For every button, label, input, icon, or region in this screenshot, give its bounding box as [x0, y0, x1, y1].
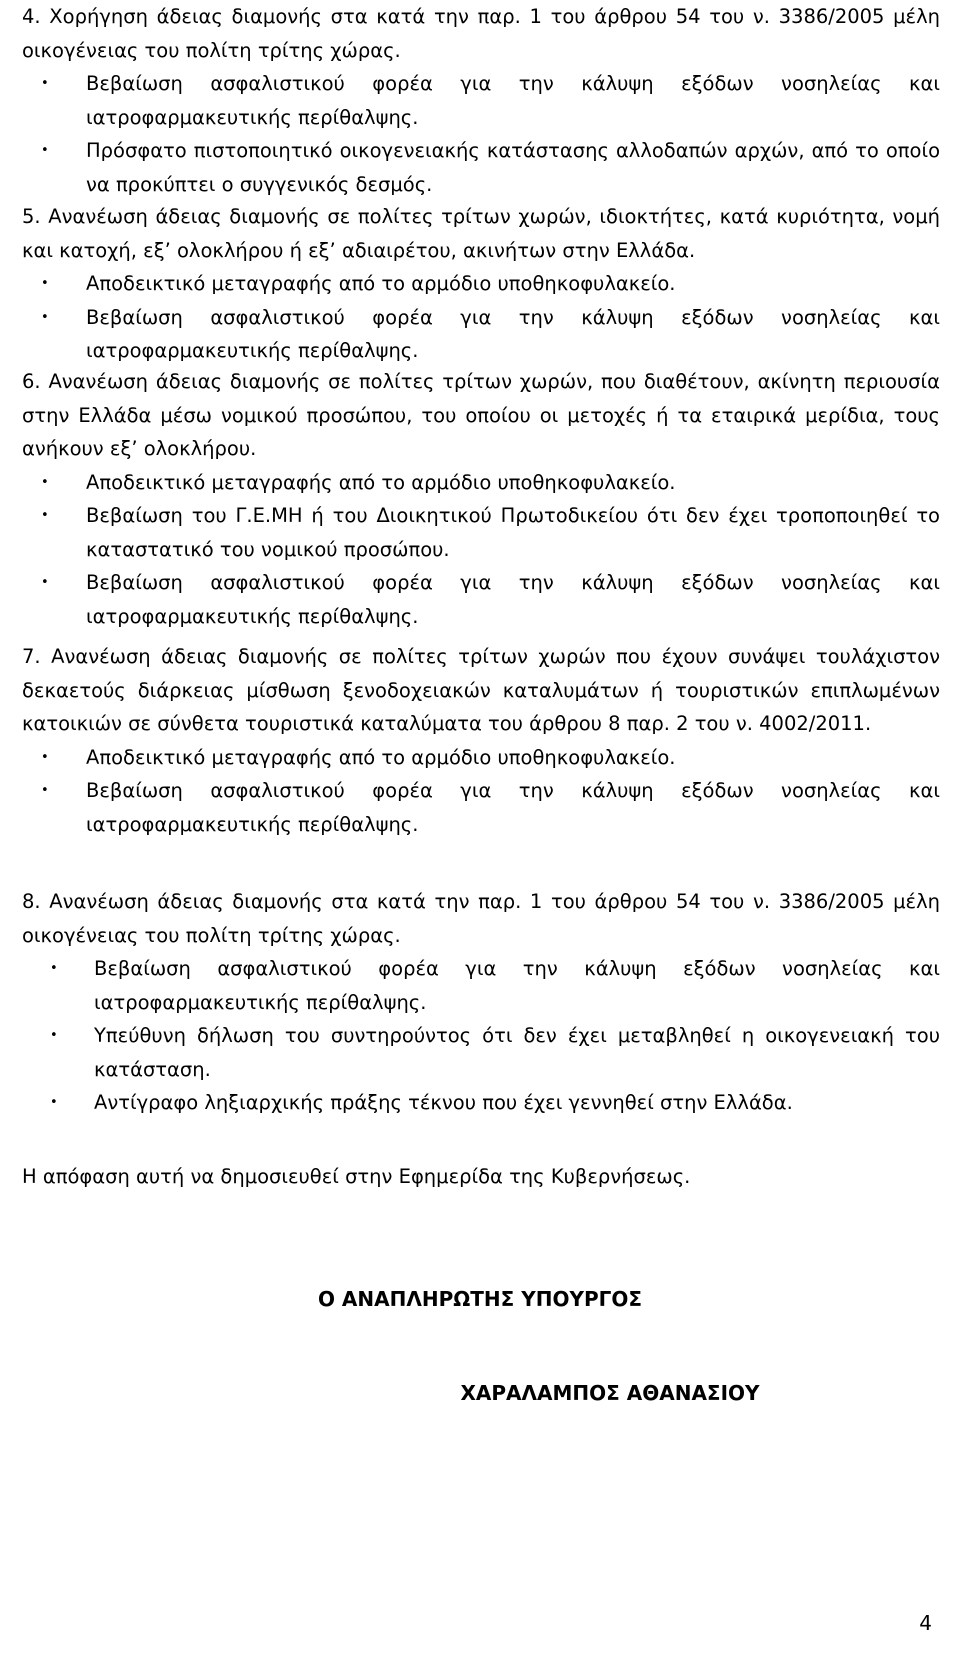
requirement-list	[22, 267, 940, 368]
section-4	[22, 0, 940, 201]
section-6	[22, 365, 940, 633]
bullet-icon: •	[41, 474, 49, 490]
closing-block	[22, 1160, 940, 1194]
requirement-list	[22, 67, 940, 201]
section-heading: 8. Ανανέωση άδειας διαμονής στα κατά την παρ. 1 του άρθρου 54 του ν. 3386/2005 μέλη οικογένειας του πολίτη τρίτης χώρας.	[22, 890, 940, 947]
list-item: • Αντίγραφο ληξιαρχικής πράξης τέκνου που έχει γεννηθεί στην Ελλάδα.	[22, 1086, 940, 1120]
signatory-name: ΧΑΡΑΛΑΜΠΟΣ ΑΘΑΝΑΣΙΟΥ	[460, 1381, 760, 1405]
list-item: • Βεβαίωση ασφαλιστικού φορέα για την κάλυψη εξόδων νοσηλείας και ιατροφαρμακευτικής περίθαλψης.	[22, 67, 940, 134]
list-item: • Υπεύθυνη δήλωση του συντηρούντος ότι δεν έχει μεταβληθεί η οικογενειακή του κατάσταση.	[22, 1019, 940, 1086]
requirement-list	[22, 952, 940, 1120]
bullet-icon: •	[41, 575, 49, 590]
section-heading: 6. Ανανέωση άδειας διαμονής σε πολίτες τρίτων χωρών, που διαθέτουν, ακίνητη περιουσία στην Ελλάδα μέσω νομικού προσώπου, του οποίου οι μετοχές ή τα εταιρικά μερίδια, τους ανήκουν εξ’ ολοκλήρου.	[22, 370, 940, 460]
bullet-icon: •	[50, 1028, 58, 1043]
bullet-icon: •	[41, 508, 49, 523]
bullet-icon: •	[41, 143, 49, 158]
list-item: • Βεβαίωση ασφαλιστικού φορέα για την κάλυψη εξόδων νοσηλείας και ιατροφαρμακευτικής περίθαλψης.	[22, 774, 940, 841]
bullet-icon: •	[50, 961, 58, 976]
page-number: 4	[919, 1611, 932, 1635]
list-item: • Πρόσφατο πιστοποιητικό οικογενειακής κατάστασης αλλοδαπών αρχών, από το οποίο να προκύπτει ο συγγενικός δεσμός.	[22, 134, 940, 201]
list-item: • Αποδεικτικό μεταγραφής από το αρμόδιο υποθηκοφυλακείο.	[22, 741, 940, 775]
list-item: • Αποδεικτικό μεταγραφής από το αρμόδιο υποθηκοφυλακείο.	[22, 267, 940, 301]
section-8	[22, 885, 940, 1120]
list-item: • Βεβαίωση ασφαλιστικού φορέα για την κάλυψη εξόδων νοσηλείας και ιατροφαρμακευτικής περίθαλψης.	[22, 952, 940, 1019]
bullet-icon: •	[41, 276, 49, 291]
section-7	[22, 640, 940, 841]
bullet-icon: •	[41, 76, 49, 91]
list-item: • Βεβαίωση του Γ.Ε.ΜΗ ή του Διοικητικού Πρωτοδικείου ότι δεν έχει τροποποιηθεί το καταστατικό του νομικού προσώπου.	[22, 499, 940, 566]
section-heading: 4. Χορήγηση άδειας διαμονής στα κατά την παρ. 1 του άρθρου 54 του ν. 3386/2005 μέλη οικογένειας του πολίτη τρίτης χώρας.	[22, 5, 940, 62]
section-5	[22, 200, 940, 368]
section-heading: 7. Ανανέωση άδειας διαμονής σε πολίτες τρίτων χωρών που έχουν συνάψει τουλάχιστον δεκαετούς διάρκειας μίσθωση ξενοδοχειακών καταλυμάτων ή τουριστικών επιπλωμένων κατοικιών σε σύνθετα τουριστικά καταλύματα του άρθρου 8 παρ. 2 του ν. 4002/2011.	[22, 645, 940, 735]
closing-statement: Η απόφαση αυτή να δημοσιευθεί στην Εφημερίδα της Κυβερνήσεως.	[22, 1165, 691, 1188]
list-item: • Βεβαίωση ασφαλιστικού φορέα για την κάλυψη εξόδων νοσηλείας και ιατροφαρμακευτικής περίθαλψης.	[22, 301, 940, 368]
bullet-icon: •	[41, 309, 49, 325]
requirement-list	[22, 741, 940, 842]
section-heading: 5. Ανανέωση άδειας διαμονής σε πολίτες τρίτων χωρών, ιδιοκτήτες, κατά κυριότητα, νομή και κατοχή, εξ’ ολοκλήρου ή εξ’ αδιαιρέτου, ακινήτων στην Ελλάδα.	[22, 205, 940, 262]
bullet-icon: •	[50, 1095, 58, 1110]
list-item: • Αποδεικτικό μεταγραφής από το αρμόδιο υποθηκοφυλακείο.	[22, 466, 940, 500]
bullet-icon: •	[41, 783, 49, 798]
requirement-list	[22, 466, 940, 634]
list-item: • Βεβαίωση ασφαλιστικού φορέα για την κάλυψη εξόδων νοσηλείας και ιατροφαρμακευτικής περίθαλψης.	[22, 566, 940, 633]
bullet-icon: •	[41, 749, 49, 765]
signatory-title: Ο ΑΝΑΠΛΗΡΩΤΗΣ ΥΠΟΥΡΓΟΣ	[317, 1287, 643, 1311]
